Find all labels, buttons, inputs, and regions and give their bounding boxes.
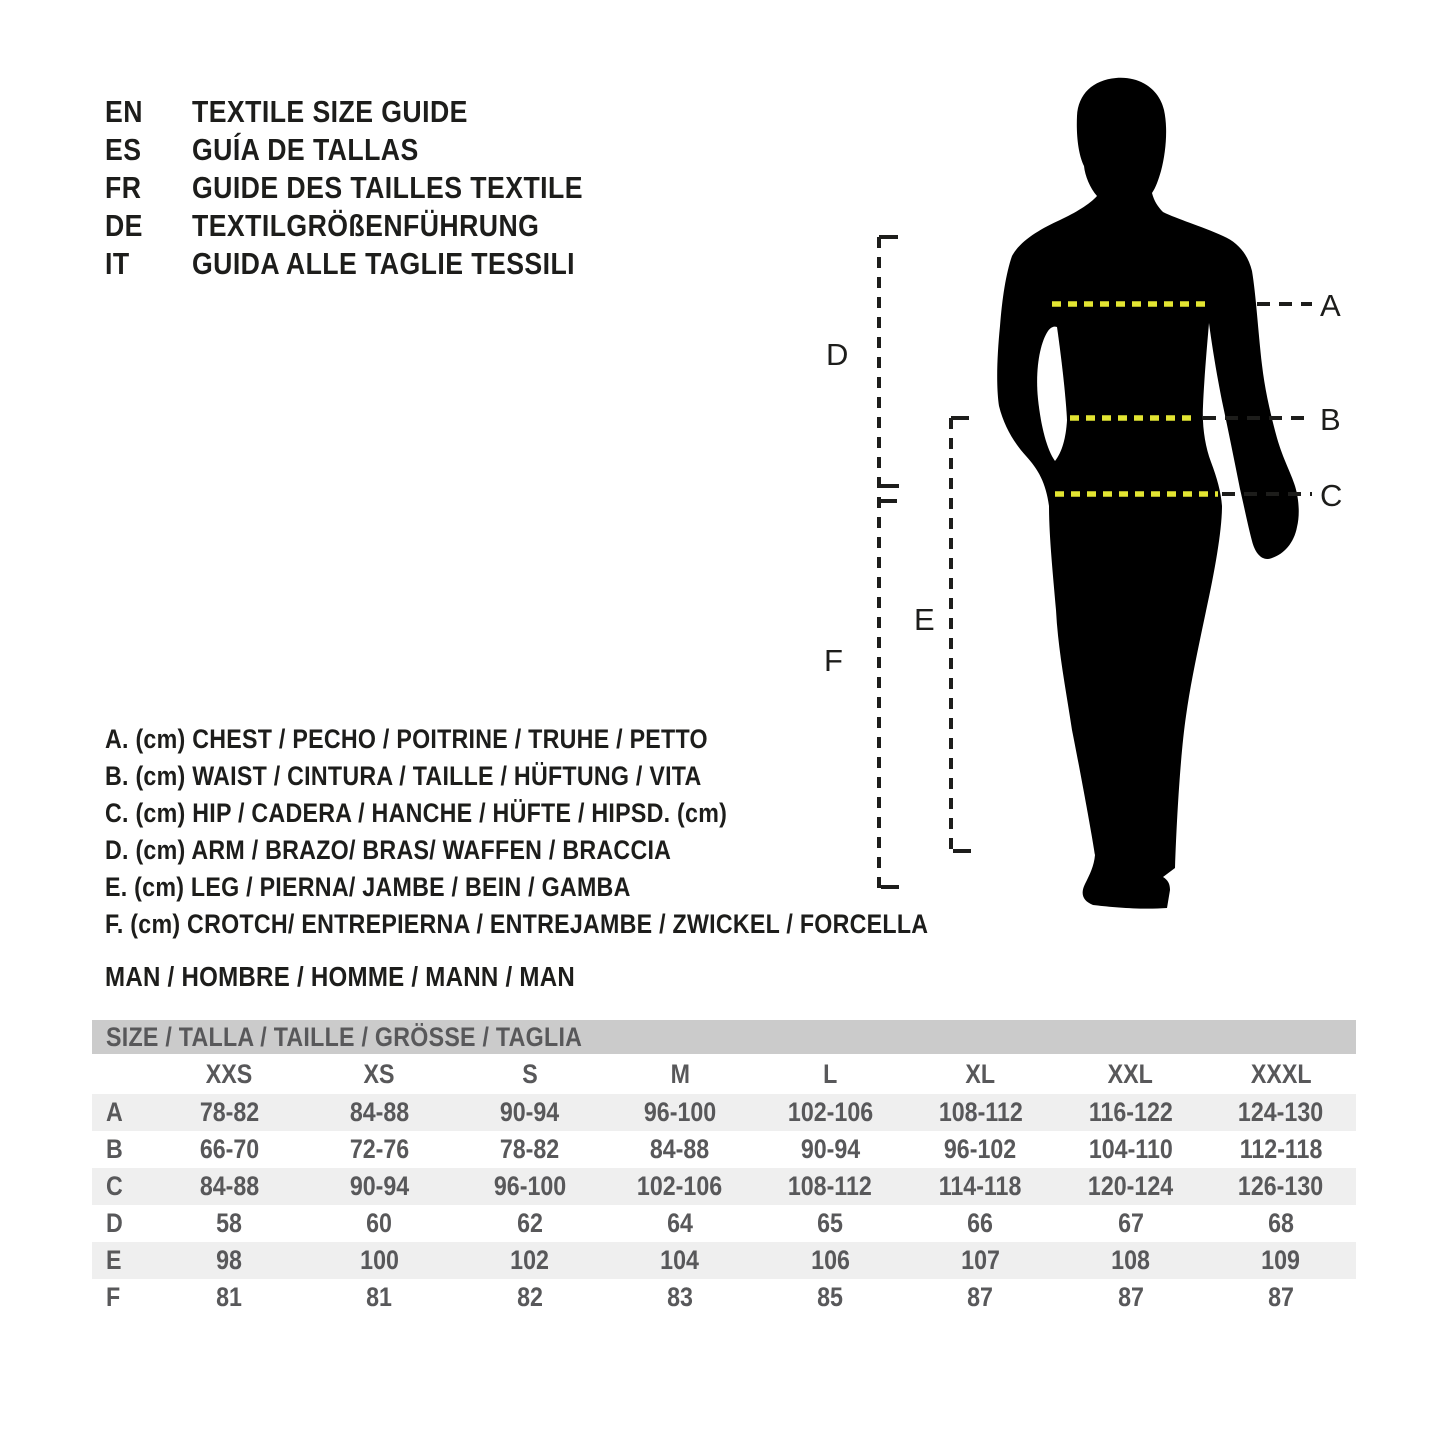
size-value-cell <box>755 1208 905 1239</box>
size-value-cell <box>905 1245 1055 1276</box>
size-value-cell <box>455 1171 605 1202</box>
size-value-cell-text: 84-88 <box>650 1134 710 1164</box>
measurement-legend-item <box>105 869 1062 906</box>
size-value-cell-text: 72-76 <box>349 1134 410 1164</box>
size-value-cell-text: 87 <box>1267 1282 1294 1312</box>
language-code-text: EN <box>105 94 143 129</box>
size-value-cell-text: 120-124 <box>1088 1171 1174 1201</box>
size-table-row <box>92 1205 1356 1242</box>
language-code-text: ES <box>105 132 142 167</box>
size-value-cell <box>905 1282 1055 1313</box>
legend-text: C. (cm) HIP / CADERA / HANCHE / HÜFTE / HIPSD. (cm) <box>105 798 728 828</box>
size-value-cell <box>1056 1171 1206 1202</box>
size-value-cell-text: 126-130 <box>1238 1171 1324 1201</box>
row-label-text: C <box>106 1171 123 1201</box>
size-column-header-text: XL <box>965 1058 996 1089</box>
guide-title <box>192 170 647 206</box>
size-column-header <box>455 1059 605 1090</box>
size-value-cell-text: 87 <box>1117 1282 1144 1312</box>
size-table-row <box>92 1131 1356 1168</box>
size-column-header-text: XXS <box>205 1058 253 1089</box>
size-value-cell-text: 78-82 <box>199 1097 259 1127</box>
size-value-cell <box>154 1282 304 1313</box>
size-value-cell <box>304 1282 454 1313</box>
size-value-cell <box>605 1208 755 1239</box>
language-code-text: IT <box>105 246 130 281</box>
row-label <box>92 1282 154 1313</box>
size-value-cell-text: 107 <box>960 1245 1000 1275</box>
size-value-cell-text: 67 <box>1117 1208 1144 1238</box>
language-title-block <box>105 93 647 283</box>
guide-title <box>192 246 637 282</box>
size-value-cell-text: 108-112 <box>938 1097 1023 1127</box>
size-value-cell-text: 96-102 <box>944 1134 1017 1164</box>
size-column-header <box>154 1059 304 1090</box>
language-row <box>105 207 647 245</box>
guide-title <box>192 94 513 130</box>
size-value-cell-text: 85 <box>817 1282 844 1312</box>
size-table <box>92 1020 1356 1316</box>
legend-text: A. (cm) CHEST / PECHO / POITRINE / TRUHE / PETTO <box>105 724 708 754</box>
measurement-legend-item <box>105 721 1062 758</box>
size-value-cell-text: 90-94 <box>499 1097 560 1127</box>
size-value-cell <box>605 1245 755 1276</box>
legend-text: B. (cm) WAIST / CINTURA / TAILLE / HÜFTUNG / VITA <box>105 761 702 791</box>
size-value-cell <box>605 1134 755 1165</box>
size-value-cell-text: 102 <box>510 1245 550 1275</box>
row-label-text: B <box>106 1134 123 1164</box>
language-code-text: FR <box>105 170 142 205</box>
row-label <box>92 1245 154 1276</box>
size-value-cell-text: 90-94 <box>800 1134 860 1164</box>
size-value-cell <box>1056 1097 1206 1128</box>
size-value-cell-text: 81 <box>216 1282 243 1312</box>
size-value-cell <box>755 1097 905 1128</box>
measurement-legend-item <box>105 906 1062 943</box>
language-code <box>105 246 192 282</box>
size-value-cell <box>1056 1245 1206 1276</box>
size-column-header <box>304 1059 454 1090</box>
label-e: E <box>914 602 935 637</box>
size-value-cell <box>304 1245 454 1276</box>
label-d: D <box>826 337 849 372</box>
size-value-cell-text: 81 <box>366 1282 393 1312</box>
label-c: C <box>1320 478 1343 513</box>
size-value-cell <box>1056 1134 1206 1165</box>
size-table-row <box>92 1094 1356 1131</box>
guide-title-text: GUÍA DE TALLAS <box>192 132 419 167</box>
size-value-cell-text: 65 <box>817 1208 844 1238</box>
size-column-header <box>755 1059 905 1090</box>
size-value-cell-text: 96-100 <box>493 1171 566 1201</box>
size-value-cell-text: 62 <box>516 1208 543 1238</box>
size-value-cell-text: 78-82 <box>499 1134 560 1164</box>
size-value-cell-text: 108-112 <box>788 1171 873 1201</box>
size-value-cell-text: 104-110 <box>1088 1134 1173 1164</box>
size-value-cell <box>455 1097 605 1128</box>
size-value-cell <box>304 1171 454 1202</box>
guide-title-text: TEXTILGRÖßENFÜHRUNG <box>192 208 540 243</box>
size-column-header <box>1206 1059 1356 1090</box>
size-value-cell-text: 87 <box>967 1282 994 1312</box>
gender-line-text: MAN / HOMBRE / HOMME / MANN / MAN <box>105 960 576 992</box>
row-label-text: A <box>106 1097 123 1127</box>
size-value-cell-text: 90-94 <box>349 1171 410 1201</box>
measurement-legend-item <box>105 832 1062 869</box>
language-row <box>105 245 647 283</box>
size-value-cell <box>455 1134 605 1165</box>
size-value-cell <box>605 1171 755 1202</box>
row-label <box>92 1171 154 1202</box>
size-value-cell <box>455 1208 605 1239</box>
language-row <box>105 93 647 131</box>
language-code-text: DE <box>105 208 143 243</box>
measurement-legend-item <box>105 758 1062 795</box>
size-value-cell <box>154 1097 304 1128</box>
size-value-cell <box>455 1282 605 1313</box>
size-value-cell <box>304 1097 454 1128</box>
row-label-text: E <box>106 1245 122 1275</box>
size-table-row <box>92 1168 1356 1205</box>
label-b: B <box>1320 402 1341 437</box>
size-value-cell <box>755 1134 905 1165</box>
language-code <box>105 208 192 244</box>
size-value-cell <box>1206 1282 1356 1313</box>
size-value-cell <box>905 1134 1055 1165</box>
size-value-cell <box>1206 1171 1356 1202</box>
size-value-cell <box>154 1208 304 1239</box>
size-table-row <box>92 1279 1356 1316</box>
guide-title <box>192 132 456 168</box>
size-value-cell-text: 82 <box>516 1282 543 1312</box>
language-code <box>105 170 192 206</box>
size-value-cell-text: 114-118 <box>939 1171 1022 1201</box>
size-value-cell-text: 100 <box>359 1245 399 1275</box>
guide-title <box>192 208 596 244</box>
size-value-cell-text: 102-106 <box>787 1097 873 1127</box>
size-value-cell-text: 104 <box>660 1245 700 1275</box>
size-value-cell-text: 66-70 <box>199 1134 259 1164</box>
label-f: F <box>824 643 843 678</box>
size-value-cell-text: 66 <box>967 1208 994 1238</box>
measurement-legend <box>105 721 1062 943</box>
size-value-cell <box>1056 1208 1206 1239</box>
size-value-cell <box>755 1245 905 1276</box>
size-column-header-text: L <box>823 1058 838 1089</box>
size-value-cell <box>304 1208 454 1239</box>
size-value-cell-text: 109 <box>1261 1245 1301 1275</box>
size-value-cell <box>755 1282 905 1313</box>
size-value-cell-text: 112-118 <box>1239 1134 1323 1164</box>
size-value-cell <box>154 1171 304 1202</box>
legend-text: E. (cm) LEG / PIERNA/ JAMBE / BEIN / GAMBA <box>105 872 631 902</box>
size-value-cell <box>304 1134 454 1165</box>
size-value-cell-text: 96-100 <box>643 1097 717 1127</box>
row-label-text: D <box>106 1208 123 1238</box>
size-value-cell <box>1206 1208 1356 1239</box>
size-value-cell <box>1206 1245 1356 1276</box>
size-value-cell <box>605 1282 755 1313</box>
size-value-cell-text: 102-106 <box>637 1171 723 1201</box>
size-column-header-text: XXXL <box>1250 1058 1312 1089</box>
size-value-cell-text: 98 <box>216 1245 243 1275</box>
size-value-cell <box>455 1245 605 1276</box>
size-value-cell-text: 83 <box>666 1282 693 1312</box>
size-column-header <box>605 1059 755 1090</box>
language-row <box>105 169 647 207</box>
language-row <box>105 131 647 169</box>
language-code <box>105 94 192 130</box>
size-value-cell-text: 64 <box>666 1208 693 1238</box>
size-value-cell <box>1206 1097 1356 1128</box>
row-label-text: F <box>106 1282 121 1312</box>
gender-line <box>105 959 652 994</box>
size-value-cell <box>1206 1134 1356 1165</box>
size-value-cell-text: 124-130 <box>1238 1097 1324 1127</box>
row-label <box>92 1208 154 1239</box>
legend-text: D. (cm) ARM / BRAZO/ BRAS/ WAFFEN / BRACCIA <box>105 835 672 865</box>
legend-text: F. (cm) CROTCH/ ENTREPIERNA / ENTREJAMBE / ZWICKEL / FORCELLA <box>105 909 929 939</box>
guide-title-text: TEXTILE SIZE GUIDE <box>192 94 468 129</box>
guide-title-text: GUIDA ALLE TAGLIE TESSILI <box>192 246 576 281</box>
size-column-header <box>1056 1059 1206 1090</box>
size-value-cell <box>1056 1282 1206 1313</box>
size-table-header-text: SIZE / TALLA / TAILLE / GRÖSSE / TAGLIA <box>106 1021 583 1052</box>
row-label <box>92 1134 154 1165</box>
size-value-cell-text: 106 <box>810 1245 850 1275</box>
size-value-cell-text: 68 <box>1267 1208 1294 1238</box>
size-table-row <box>92 1242 1356 1279</box>
size-value-cell-text: 116-122 <box>1088 1097 1173 1127</box>
size-value-cell-text: 84-88 <box>349 1097 410 1127</box>
size-value-cell <box>755 1171 905 1202</box>
size-value-cell-text: 84-88 <box>199 1171 259 1201</box>
size-value-cell-text: 60 <box>366 1208 393 1238</box>
size-column-header-text: S <box>521 1058 538 1089</box>
size-column-header-text: XS <box>363 1058 395 1089</box>
size-value-cell <box>605 1097 755 1128</box>
size-columns-row <box>92 1054 1356 1094</box>
label-a: A <box>1320 288 1341 323</box>
measurement-legend-item <box>105 795 1062 832</box>
size-value-cell-text: 108 <box>1111 1245 1151 1275</box>
guide-title-text: GUIDE DES TAILLES TEXTILE <box>192 170 583 205</box>
size-table-grid <box>92 1054 1356 1316</box>
size-value-cell <box>154 1245 304 1276</box>
size-column-header-text: M <box>670 1058 690 1089</box>
size-value-cell <box>154 1134 304 1165</box>
size-value-cell <box>905 1097 1055 1128</box>
size-value-cell <box>905 1208 1055 1239</box>
size-column-header <box>905 1059 1055 1090</box>
size-column-header-text: XXL <box>1108 1058 1154 1089</box>
size-table-header <box>92 1020 1356 1054</box>
language-code <box>105 132 192 168</box>
size-value-cell-text: 58 <box>216 1208 243 1238</box>
row-label <box>92 1097 154 1128</box>
size-value-cell <box>905 1171 1055 1202</box>
